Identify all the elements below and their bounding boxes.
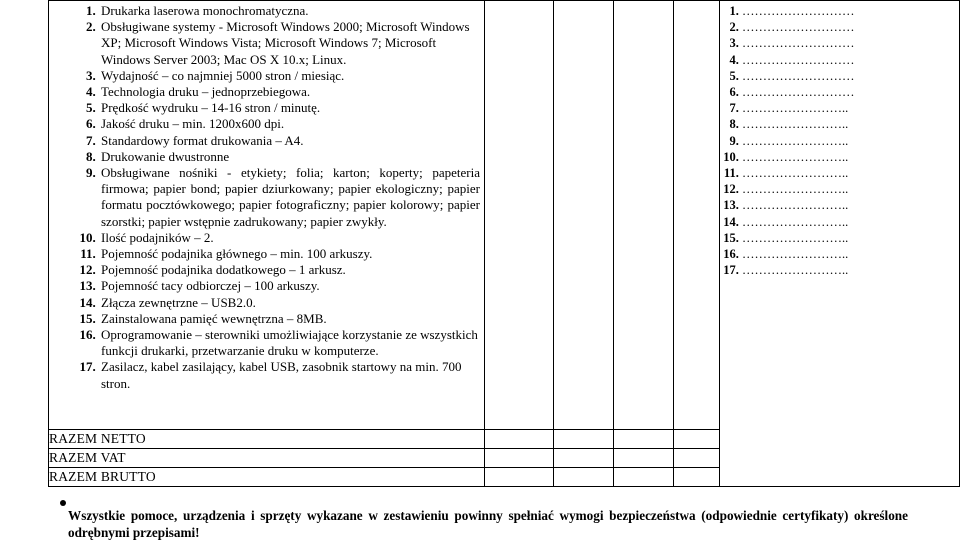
- spec-item-9: 9. Obsługiwane nośniki - etykiety; folia; karton; koperty; papeteria firmowa; papier bond; papier dziurkowany; papier ekologiczny; papier formatu pocztówkowego; papier fotograficzny; papier kolorowy; papier szorstki; papier wstępnie zadrukowany; papier zwykły.: [99, 165, 480, 230]
- spec-item-10: 10. Ilość podajników – 2.: [99, 230, 480, 246]
- description-cell: [49, 1, 485, 430]
- fill-line-12[interactable]: 12. ……………………..: [742, 181, 959, 197]
- spec-item-4: 4. Technologia druku – jednoprzebiegowa.: [99, 84, 480, 100]
- spec-item-2: 2. Obsługiwane systemy - Microsoft Windows 2000; Microsoft Windows XP; Microsoft Windows Vista; Microsoft Windows 7; Microsoft Windows Server 2003; Mac OS X 10.x; Linux.: [99, 19, 480, 68]
- total-netto-cell-4[interactable]: [674, 430, 720, 449]
- offer-fill-cell: [719, 1, 959, 487]
- empty-cell-1[interactable]: [484, 1, 553, 430]
- spec-item-11: 11. Pojemność podajnika głównego – min. 100 arkuszy.: [99, 246, 480, 262]
- spec-item-1: 1. Drukarka laserowa monochromatyczna.: [99, 3, 480, 19]
- total-netto-cell-1[interactable]: [484, 430, 553, 449]
- bullet-dot-icon: [60, 500, 66, 506]
- fill-line-17[interactable]: 17. ……………………..: [742, 262, 959, 278]
- total-brutto-cell-4[interactable]: [674, 468, 720, 487]
- fill-line-6[interactable]: 6. ………………………: [742, 84, 959, 100]
- spec-item-13: 13. Pojemność tacy odbiorczej – 100 arkuszy.: [99, 278, 480, 294]
- total-netto-cell-2[interactable]: [553, 430, 613, 449]
- spec-item-7: 7. Standardowy format drukowania – A4.: [99, 133, 480, 149]
- spec-list: [49, 1, 484, 392]
- fill-line-16[interactable]: 16. ……………………..: [742, 246, 959, 262]
- fill-line-3[interactable]: 3. ………………………: [742, 35, 959, 51]
- fill-line-7[interactable]: 7. ……………………..: [742, 100, 959, 116]
- fill-line-5[interactable]: 5. ………………………: [742, 68, 959, 84]
- fill-line-14[interactable]: 14. ……………………..: [742, 214, 959, 230]
- fill-line-9[interactable]: 9. ……………………..: [742, 133, 959, 149]
- fill-line-10[interactable]: 10. ……………………..: [742, 149, 959, 165]
- fill-list: [720, 1, 959, 278]
- empty-cell-4[interactable]: [674, 1, 720, 430]
- total-brutto-cell-1[interactable]: [484, 468, 553, 487]
- safety-footnote: Wszystkie pomoce, urządzenia i sprzęty wykazane w zestawieniu powinny spełniać wymogi bezpieczeństwa (odpowiednie certyfikaty) określone odrębnymi przepisami!: [68, 508, 908, 541]
- spec-item-5: 5. Prędkość wydruku – 14-16 stron / minutę.: [99, 100, 480, 116]
- spec-row: [49, 1, 960, 430]
- total-vat-cell-3[interactable]: [613, 449, 673, 468]
- total-brutto-label: RAZEM BRUTTO: [49, 468, 485, 487]
- spec-item-8: 8. Drukowanie dwustronne: [99, 149, 480, 165]
- total-brutto-cell-2[interactable]: [553, 468, 613, 487]
- fill-line-11[interactable]: 11. ……………………..: [742, 165, 959, 181]
- spec-item-17: 17. Zasilacz, kabel zasilający, kabel USB, zasobnik startowy na min. 700 stron.: [99, 359, 480, 391]
- fill-line-1[interactable]: 1. ………………………: [742, 3, 959, 19]
- fill-line-13[interactable]: 13. ……………………..: [742, 197, 959, 213]
- fill-line-2[interactable]: 2. ………………………: [742, 19, 959, 35]
- total-netto-cell-3[interactable]: [613, 430, 673, 449]
- spec-item-3: 3. Wydajność – co najmniej 5000 stron / miesiąc.: [99, 68, 480, 84]
- specification-table: [48, 0, 960, 487]
- total-vat-cell-4[interactable]: [674, 449, 720, 468]
- fill-line-4[interactable]: 4. ………………………: [742, 52, 959, 68]
- spec-item-12: 12. Pojemność podajnika dodatkowego – 1 arkusz.: [99, 262, 480, 278]
- empty-cell-3[interactable]: [613, 1, 673, 430]
- spec-item-14: 14. Złącza zewnętrzne – USB2.0.: [99, 295, 480, 311]
- spec-item-16: 16. Oprogramowanie – sterowniki umożliwiające korzystanie ze wszystkich funkcji drukarki, przetwarzanie druku w komputerze.: [99, 327, 480, 359]
- total-brutto-cell-3[interactable]: [613, 468, 673, 487]
- fill-line-8[interactable]: 8. ……………………..: [742, 116, 959, 132]
- spec-item-15: 15. Zainstalowana pamięć wewnętrzna – 8MB.: [99, 311, 480, 327]
- spec-item-6: 6. Jakość druku – min. 1200x600 dpi.: [99, 116, 480, 132]
- total-vat-cell-2[interactable]: [553, 449, 613, 468]
- total-vat-cell-1[interactable]: [484, 449, 553, 468]
- total-vat-label: RAZEM VAT: [49, 449, 485, 468]
- empty-cell-2[interactable]: [553, 1, 613, 430]
- total-netto-label: RAZEM NETTO: [49, 430, 485, 449]
- fill-line-15[interactable]: 15. ……………………..: [742, 230, 959, 246]
